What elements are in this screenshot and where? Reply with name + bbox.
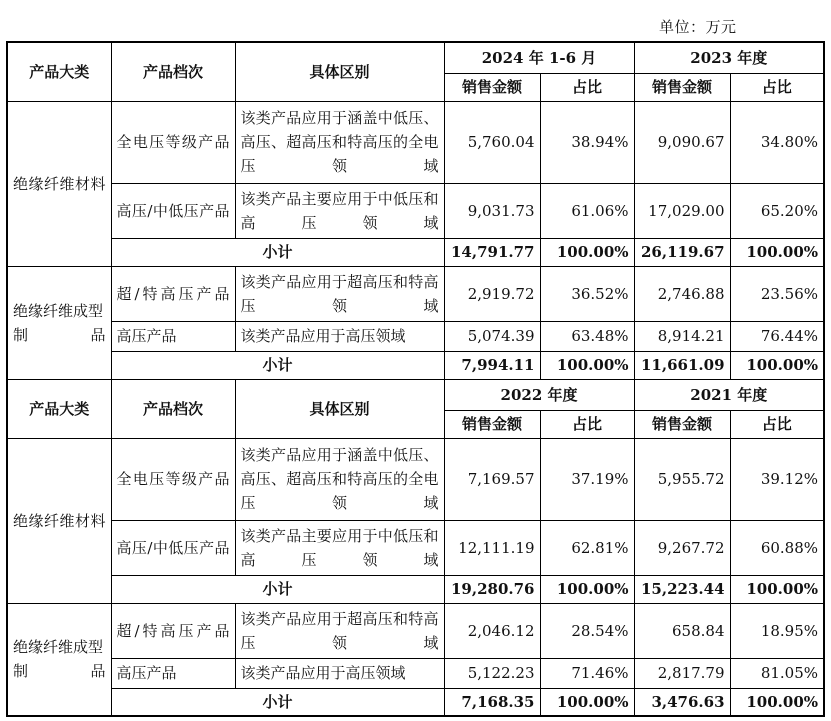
- subtotal-share: 100.00%: [730, 688, 824, 716]
- share-cell: 60.88%: [730, 520, 824, 575]
- share-cell: 81.05%: [730, 658, 824, 688]
- subtotal-label: 小计: [111, 688, 444, 716]
- subtotal-share: 100.00%: [540, 688, 634, 716]
- amount-cell: 2,817.79: [634, 658, 730, 688]
- share-cell: 71.46%: [540, 658, 634, 688]
- subtotal-amount: 7,168.35: [444, 688, 540, 716]
- subtotal-share: 100.00%: [540, 575, 634, 603]
- header-share: 占比: [540, 73, 634, 101]
- detail-cell: 该类产品应用于高压领域: [235, 321, 444, 351]
- grade-cell: 高压产品: [111, 658, 235, 688]
- detail-cell: 该类产品主要应用于中低压和高压领域: [235, 183, 444, 238]
- subtotal-row: [7, 575, 824, 603]
- detail-cell: 该类产品应用于超高压和特高压领域: [235, 266, 444, 321]
- share-cell: 36.52%: [540, 266, 634, 321]
- subtotal-label: 小计: [111, 238, 444, 266]
- share-cell: 37.19%: [540, 438, 634, 520]
- subtotal-share: 100.00%: [540, 351, 634, 379]
- header-amount: 销售金额: [444, 73, 540, 101]
- subtotal-share: 100.00%: [540, 238, 634, 266]
- header-share: 占比: [540, 410, 634, 438]
- header-detail: 具体区别: [235, 379, 444, 438]
- amount-cell: 9,090.67: [634, 101, 730, 183]
- table-row: [7, 438, 824, 520]
- subtotal-label: 小计: [111, 351, 444, 379]
- amount-cell: 12,111.19: [444, 520, 540, 575]
- header-amount: 销售金额: [634, 410, 730, 438]
- subtotal-amount: 15,223.44: [634, 575, 730, 603]
- subtotal-amount: 14,791.77: [444, 238, 540, 266]
- header-grade: 产品档次: [111, 379, 235, 438]
- table-row: [7, 603, 824, 658]
- detail-cell: 该类产品应用于涵盖中低压、高压、超高压和特高压的全电压领域: [235, 101, 444, 183]
- amount-cell: 9,031.73: [444, 183, 540, 238]
- header-period: 2022 年度: [444, 379, 634, 410]
- category-cell: 绝缘纤维材料: [7, 101, 111, 266]
- amount-cell: 5,760.04: [444, 101, 540, 183]
- header-amount: 销售金额: [634, 73, 730, 101]
- grade-cell: 全电压等级产品: [111, 101, 235, 183]
- amount-cell: 7,169.57: [444, 438, 540, 520]
- share-cell: 34.80%: [730, 101, 824, 183]
- subtotal-share: 100.00%: [730, 351, 824, 379]
- table-row: [7, 266, 824, 321]
- subtotal-amount: 19,280.76: [444, 575, 540, 603]
- amount-cell: 8,914.21: [634, 321, 730, 351]
- amount-cell: 2,046.12: [444, 603, 540, 658]
- detail-cell: 该类产品应用于涵盖中低压、高压、超高压和特高压的全电压领域: [235, 438, 444, 520]
- amount-cell: 2,746.88: [634, 266, 730, 321]
- header-share: 占比: [730, 410, 824, 438]
- unit-label: 单位：万元: [659, 18, 737, 36]
- table-row: [7, 321, 824, 351]
- share-cell: 39.12%: [730, 438, 824, 520]
- category-cell: 绝缘纤维材料: [7, 438, 111, 603]
- table-row: [7, 183, 824, 238]
- subtotal-amount: 26,119.67: [634, 238, 730, 266]
- share-cell: 38.94%: [540, 101, 634, 183]
- amount-cell: 5,122.23: [444, 658, 540, 688]
- subtotal-amount: 3,476.63: [634, 688, 730, 716]
- share-cell: 65.20%: [730, 183, 824, 238]
- amount-cell: 2,919.72: [444, 266, 540, 321]
- amount-cell: 5,074.39: [444, 321, 540, 351]
- amount-cell: 9,267.72: [634, 520, 730, 575]
- header-amount: 销售金额: [444, 410, 540, 438]
- header-category: 产品大类: [7, 42, 111, 101]
- subtotal-row: [7, 238, 824, 266]
- header-detail: 具体区别: [235, 42, 444, 101]
- table-row: [7, 101, 824, 183]
- subtotal-row: [7, 351, 824, 379]
- header-grade: 产品档次: [111, 42, 235, 101]
- detail-cell: 该类产品应用于高压领域: [235, 658, 444, 688]
- grade-cell: 超/特高压产品: [111, 603, 235, 658]
- subtotal-share: 100.00%: [730, 575, 824, 603]
- detail-cell: 该类产品主要应用于中低压和高压领域: [235, 520, 444, 575]
- subtotal-share: 100.00%: [730, 238, 824, 266]
- subtotal-label: 小计: [111, 575, 444, 603]
- category-cell: 绝缘纤维成型制品: [7, 266, 111, 379]
- header-category: 产品大类: [7, 379, 111, 438]
- sales-table: [6, 41, 825, 717]
- share-cell: 18.95%: [730, 603, 824, 658]
- detail-cell: 该类产品应用于超高压和特高压领域: [235, 603, 444, 658]
- amount-cell: 658.84: [634, 603, 730, 658]
- grade-cell: 高压产品: [111, 321, 235, 351]
- header-share: 占比: [730, 73, 824, 101]
- subtotal-amount: 11,661.09: [634, 351, 730, 379]
- share-cell: 62.81%: [540, 520, 634, 575]
- amount-cell: 17,029.00: [634, 183, 730, 238]
- header-period: 2021 年度: [634, 379, 824, 410]
- subtotal-amount: 7,994.11: [444, 351, 540, 379]
- grade-cell: 超/特高压产品: [111, 266, 235, 321]
- header-period: 2023 年度: [634, 42, 824, 73]
- table-row: [7, 658, 824, 688]
- grade-cell: 全电压等级产品: [111, 438, 235, 520]
- grade-cell: 高压/中低压产品: [111, 520, 235, 575]
- subtotal-row: [7, 688, 824, 716]
- table-row: [7, 520, 824, 575]
- share-cell: 23.56%: [730, 266, 824, 321]
- share-cell: 63.48%: [540, 321, 634, 351]
- share-cell: 28.54%: [540, 603, 634, 658]
- grade-cell: 高压/中低压产品: [111, 183, 235, 238]
- header-period: 2024 年 1-6 月: [444, 42, 634, 73]
- share-cell: 76.44%: [730, 321, 824, 351]
- share-cell: 61.06%: [540, 183, 634, 238]
- category-cell: 绝缘纤维成型制品: [7, 603, 111, 716]
- amount-cell: 5,955.72: [634, 438, 730, 520]
